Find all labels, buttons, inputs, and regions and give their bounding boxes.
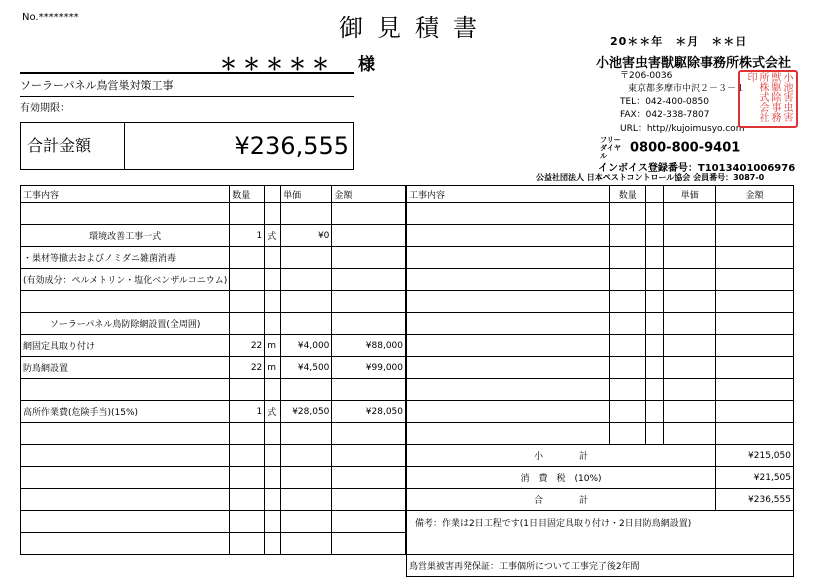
item-unit-price — [281, 533, 332, 555]
item-unit-price: ¥4,000 — [281, 335, 332, 357]
empty-cell — [646, 401, 664, 423]
table-row — [21, 291, 406, 313]
project-name: ソーラーパネル鳥営巣対策工事 — [20, 76, 354, 97]
empty-cell — [646, 247, 664, 269]
empty-cell — [664, 247, 716, 269]
item-quantity — [230, 269, 265, 291]
table-row — [21, 511, 406, 533]
item-unit — [265, 379, 281, 401]
item-unit-price — [281, 203, 332, 225]
item-unit-price: ¥28,050 — [281, 401, 332, 423]
empty-cell — [716, 357, 794, 379]
item-quantity — [230, 203, 265, 225]
item-description: ソーラーパネル鳥防除網設置(全周囲) — [21, 313, 230, 335]
empty-cell — [664, 291, 716, 313]
grand-total-value: ¥236,555 — [716, 489, 794, 511]
item-description — [21, 379, 230, 401]
table-row — [21, 313, 406, 335]
table-row — [21, 247, 406, 269]
item-amount — [332, 445, 406, 467]
item-amount — [332, 533, 406, 555]
empty-cell — [407, 401, 610, 423]
empty-cell — [407, 423, 610, 445]
company-fax: FAX：042-338-7807 — [620, 110, 710, 120]
company-tel: TEL：042-400-0850 — [620, 97, 709, 107]
company-seal: 小池害虫害獣駆除事務所株式会社印 — [738, 70, 798, 128]
item-unit-price — [281, 247, 332, 269]
empty-cell — [646, 203, 664, 225]
remarks: 備考：作業は2日工程です(1日目固定具取り付け・2日目防鳥網設置) — [407, 511, 794, 555]
total-amount-label: 合計金額 — [21, 123, 125, 169]
empty-cell — [407, 269, 610, 291]
item-unit-price — [281, 313, 332, 335]
item-description: ・巣材等撤去およびノミダニ雑菌消毒 — [21, 247, 230, 269]
company-url: URL：http//kujoimusyo.com — [620, 124, 745, 134]
empty-cell — [610, 291, 646, 313]
customer-name: ＊＊＊＊＊ 様 — [220, 55, 381, 75]
header-qty: 数量 — [610, 186, 646, 203]
item-amount — [332, 291, 406, 313]
header-amount: 金額 — [716, 186, 794, 203]
table-row — [21, 335, 406, 357]
item-quantity: 22 — [230, 357, 265, 379]
item-unit — [265, 423, 281, 445]
item-quantity: 1 — [230, 401, 265, 423]
table-row — [407, 313, 794, 335]
empty-cell — [716, 423, 794, 445]
table-row — [407, 247, 794, 269]
item-quantity — [230, 489, 265, 511]
item-quantity — [230, 467, 265, 489]
empty-cell — [646, 291, 664, 313]
table-header — [21, 186, 406, 203]
company-address: 東京都多摩市中沢２－３－１ — [628, 84, 746, 94]
item-description — [21, 423, 230, 445]
item-quantity — [230, 533, 265, 555]
empty-cell — [407, 357, 610, 379]
empty-cell — [716, 313, 794, 335]
item-quantity — [230, 423, 265, 445]
header-work: 工事内容 — [21, 186, 230, 203]
item-amount: ¥99,000 — [332, 357, 406, 379]
table-row — [21, 401, 406, 423]
empty-cell — [610, 247, 646, 269]
company-zip: 〒206-0036 — [620, 71, 673, 81]
table-row — [21, 357, 406, 379]
item-unit-price: ¥0 — [281, 225, 332, 247]
table-row — [407, 291, 794, 313]
valid-until: 有効期限： — [20, 103, 70, 114]
company-name: 小池害虫害獣駆除事務所株式会社 — [596, 56, 792, 71]
empty-cell — [664, 357, 716, 379]
table-row — [407, 357, 794, 379]
item-description — [21, 203, 230, 225]
item-unit-price — [281, 269, 332, 291]
empty-cell — [664, 379, 716, 401]
remarks-row — [407, 511, 794, 555]
document-title: 御見積書 — [339, 14, 491, 42]
freedial — [600, 136, 740, 160]
tax-value: ¥21,505 — [716, 467, 794, 489]
document-number: No.******** — [22, 12, 79, 23]
empty-cell — [716, 335, 794, 357]
empty-cell — [716, 379, 794, 401]
item-amount — [332, 225, 406, 247]
empty-cell — [646, 335, 664, 357]
right-items-table — [406, 185, 794, 577]
item-unit — [265, 203, 281, 225]
item-quantity — [230, 511, 265, 533]
empty-cell — [664, 423, 716, 445]
table-row — [21, 533, 406, 555]
item-unit — [265, 313, 281, 335]
header-unit — [265, 186, 281, 203]
empty-cell — [610, 423, 646, 445]
item-unit — [265, 445, 281, 467]
item-quantity: 22 — [230, 335, 265, 357]
item-description — [21, 511, 230, 533]
total-amount-box — [20, 122, 354, 170]
item-amount — [332, 489, 406, 511]
item-description — [21, 467, 230, 489]
item-unit: 式 — [265, 225, 281, 247]
item-amount — [332, 379, 406, 401]
table-row — [407, 203, 794, 225]
item-unit — [265, 247, 281, 269]
table-row — [407, 225, 794, 247]
grand-total-row — [407, 489, 794, 511]
total-amount-value: ¥236,555 — [234, 132, 349, 160]
empty-cell — [646, 423, 664, 445]
item-unit — [265, 269, 281, 291]
empty-cell — [646, 313, 664, 335]
item-description — [21, 445, 230, 467]
table-row — [21, 467, 406, 489]
empty-cell — [407, 225, 610, 247]
item-amount — [332, 313, 406, 335]
item-description — [21, 489, 230, 511]
item-description: 網固定具取り付け — [21, 335, 230, 357]
item-unit: m — [265, 335, 281, 357]
table-header — [407, 186, 794, 203]
subtotal-label: 小 計 — [407, 445, 716, 467]
item-quantity — [230, 379, 265, 401]
empty-cell — [716, 203, 794, 225]
empty-cell — [646, 225, 664, 247]
item-unit-price — [281, 467, 332, 489]
freedial-number: 0800-800-9401 — [630, 140, 741, 156]
item-unit-price — [281, 379, 332, 401]
table-row — [407, 379, 794, 401]
freedial-label: フリーダイヤル — [600, 136, 621, 160]
empty-cell — [610, 357, 646, 379]
item-unit-price — [281, 511, 332, 533]
item-description: (有効成分：ペルメトリン・塩化ベンザルコニウム) — [21, 269, 230, 291]
item-quantity — [230, 445, 265, 467]
item-amount — [332, 269, 406, 291]
empty-cell — [646, 379, 664, 401]
item-unit — [265, 489, 281, 511]
table-row — [21, 445, 406, 467]
empty-cell — [716, 401, 794, 423]
empty-cell — [407, 379, 610, 401]
subtotal-row — [407, 445, 794, 467]
item-unit — [265, 291, 281, 313]
empty-cell — [646, 357, 664, 379]
empty-cell — [610, 401, 646, 423]
table-row — [21, 225, 406, 247]
issue-date: 20＊＊年 ＊月 ＊＊日 — [610, 35, 748, 48]
table-row — [407, 269, 794, 291]
item-unit-price: ¥4,500 — [281, 357, 332, 379]
item-unit-price — [281, 291, 332, 313]
empty-cell — [664, 401, 716, 423]
empty-cell — [646, 269, 664, 291]
empty-cell — [664, 313, 716, 335]
item-quantity: 1 — [230, 225, 265, 247]
empty-cell — [664, 269, 716, 291]
item-amount: ¥88,000 — [332, 335, 406, 357]
association-membership: 公益社団法人 日本ペストコントロール協会 会員番号：3087-0 — [536, 173, 765, 182]
invoice-number: インボイス登録番号：T1013401006976 — [598, 163, 796, 174]
empty-cell — [407, 313, 610, 335]
item-description: 防鳥網設置 — [21, 357, 230, 379]
header-price: 単価 — [664, 186, 716, 203]
item-unit: 式 — [265, 401, 281, 423]
empty-cell — [716, 225, 794, 247]
left-items-table — [20, 185, 406, 555]
item-amount — [332, 467, 406, 489]
table-row — [21, 203, 406, 225]
item-description — [21, 291, 230, 313]
empty-cell — [407, 247, 610, 269]
header-unit — [646, 186, 664, 203]
item-description: 環境改善工事一式 — [21, 225, 230, 247]
warranty-row — [407, 555, 794, 577]
empty-cell — [610, 203, 646, 225]
item-unit-price — [281, 489, 332, 511]
warranty: 鳥営巣被害再発保証：工事個所について工事完了後2年間 — [407, 555, 794, 577]
empty-cell — [610, 335, 646, 357]
item-quantity — [230, 291, 265, 313]
item-unit — [265, 511, 281, 533]
empty-cell — [610, 313, 646, 335]
item-amount — [332, 423, 406, 445]
tax-row — [407, 467, 794, 489]
empty-cell — [407, 291, 610, 313]
table-row — [407, 401, 794, 423]
subtotal-value: ¥215,050 — [716, 445, 794, 467]
item-amount: ¥28,050 — [332, 401, 406, 423]
item-unit-price — [281, 445, 332, 467]
item-description — [21, 533, 230, 555]
empty-cell — [716, 269, 794, 291]
header-qty: 数量 — [230, 186, 265, 203]
item-unit: m — [265, 357, 281, 379]
item-unit-price — [281, 423, 332, 445]
item-unit — [265, 467, 281, 489]
header-amount: 金額 — [332, 186, 406, 203]
header-work: 工事内容 — [407, 186, 610, 203]
item-quantity — [230, 247, 265, 269]
empty-cell — [610, 379, 646, 401]
item-amount — [332, 511, 406, 533]
empty-cell — [610, 269, 646, 291]
empty-cell — [407, 335, 610, 357]
table-row — [21, 489, 406, 511]
item-unit — [265, 533, 281, 555]
empty-cell — [407, 203, 610, 225]
item-amount — [332, 203, 406, 225]
empty-cell — [664, 225, 716, 247]
grand-total-label: 合 計 — [407, 489, 716, 511]
table-row — [407, 423, 794, 445]
header-price: 単価 — [281, 186, 332, 203]
table-row — [21, 423, 406, 445]
empty-cell — [664, 335, 716, 357]
item-description: 高所作業費(危険手当)(15%) — [21, 401, 230, 423]
empty-cell — [664, 203, 716, 225]
empty-cell — [716, 291, 794, 313]
item-quantity — [230, 313, 265, 335]
empty-cell — [716, 247, 794, 269]
customer-underline — [20, 72, 354, 74]
table-row — [21, 269, 406, 291]
tax-label: 消 費 税 (10%) — [407, 467, 716, 489]
table-row — [21, 379, 406, 401]
empty-cell — [610, 225, 646, 247]
item-amount — [332, 247, 406, 269]
table-row — [407, 335, 794, 357]
